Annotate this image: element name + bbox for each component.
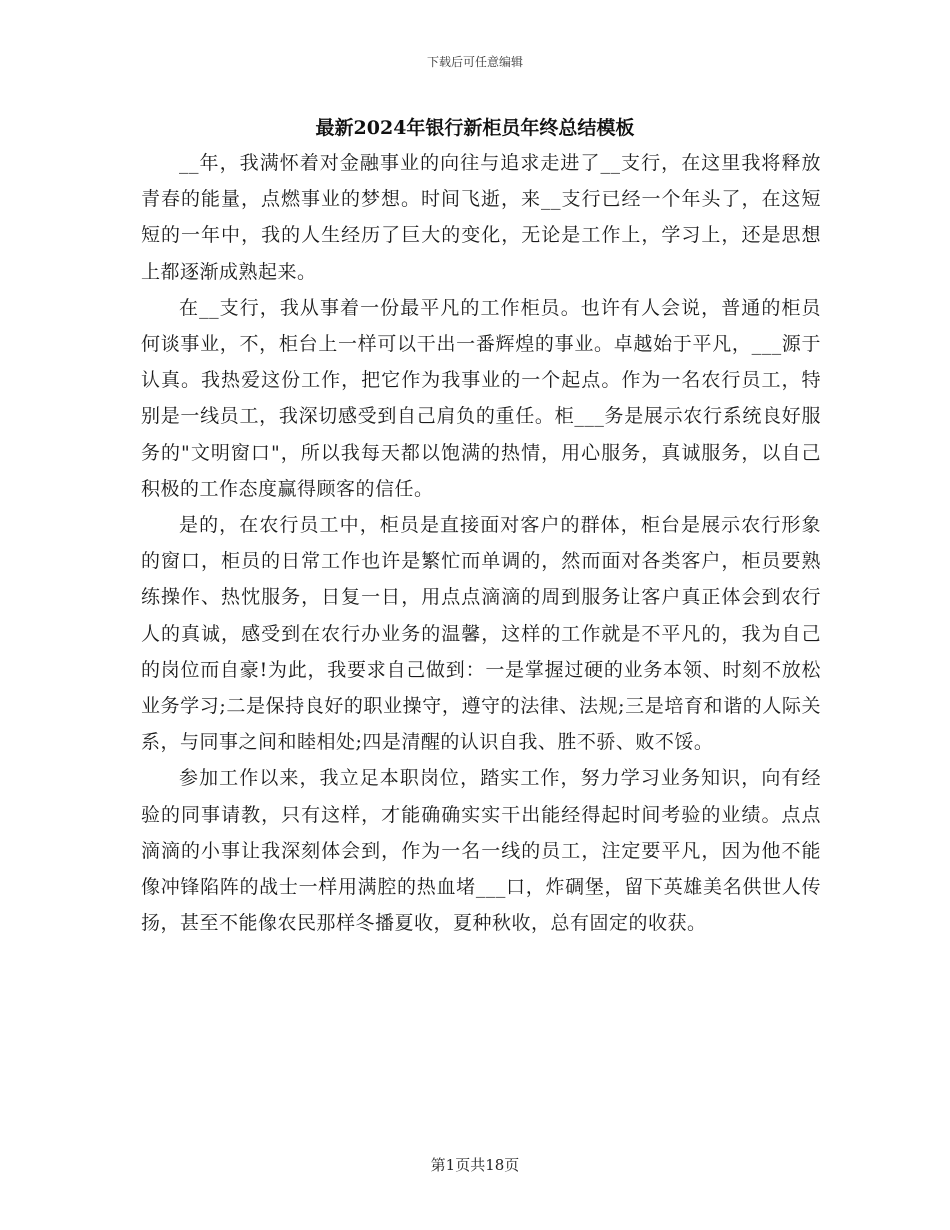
page-number: 第1页共18页 [430, 1156, 520, 1174]
paragraph-3: 是的，在农行员工中，柜员是直接面对客户的群体，柜台是展示农行形象的窗口，柜员的日常工作也许是繁忙而单调的，然而面对各类客户，柜员要熟练操作、热忱服务，日复一日，用点点滴滴的周到服务让客户真正体会到农行人的真诚，感受到在农行办业务的温馨，这样的工作就是不平凡的，我为自己的岗位而自豪!为此，我要求自己做到：一是掌握过硬的业务本领、时刻不放松业务学习;二是保持良好的职业操守，遵守的法律、法规;三是培育和谐的人际关系，与同事之间和睦相处;四是清醒的认识自我、胜不骄、败不馁。 [141, 514, 821, 754]
document-body [141, 145, 821, 941]
paragraph-4: 参加工作以来，我立足本职岗位，踏实工作，努力学习业务知识，向有经验的同事请教，只有这样，才能确确实实干出能经得起时间考验的业绩。点点滴滴的小事让我深刻体会到，作为一名一线的员工，注定要平凡，因为他不能像冲锋陷阵的战士一样用满腔的热血堵___口，炸碉堡，留下英雄美名供世人传扬，甚至不能像农民那样冬播夏收，夏种秋收，总有固定的收获。 [141, 767, 821, 935]
paragraph-2: 在__支行，我从事着一份最平凡的工作柜员。也许有人会说，普通的柜员何谈事业，不，柜台上一样可以干出一番辉煌的事业。卓越始于平凡，___源于认真。我热爱这份工作，把它作为我事业的一个起点。作为一名农行员工，特别是一线员工，我深切感受到自己肩负的重任。柜___务是展示农行系统良好服务的"文明窗口"，所以我每天都以饱满的热情，用心服务，真诚服务，以自己积极的工作态度赢得顾客的信任。 [141, 296, 821, 500]
document-title: 最新2024年银行新柜员年终总结模板 [315, 117, 635, 139]
header-note: 下载后可任意编辑 [426, 55, 523, 69]
paragraph-1: __年，我满怀着对金融事业的向往与追求走进了__支行，在这里我将释放青春的能量，点燃事业的梦想。时间飞逝，来__支行已经一个年头了，在这短短的一年中，我的人生经历了巨大的变化，无论是工作上，学习上，还是思想上都逐渐成熟起来。 [141, 152, 821, 283]
